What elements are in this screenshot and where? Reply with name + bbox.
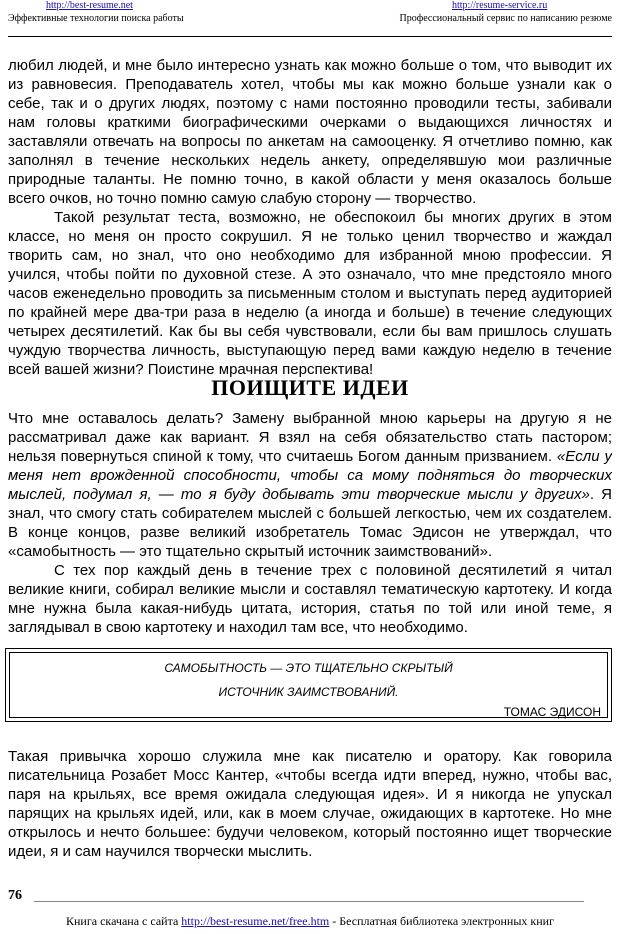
header-divider: [8, 36, 612, 37]
footer-divider: [34, 901, 584, 902]
text-line: заполнял в течение нескольких недель анкету, определявшую мои различные: [8, 152, 612, 169]
text-line: природные таланты. Не помню точно, в какой области у меня оказалось больше: [8, 171, 612, 188]
text-line: паря на крыльях, все время ожидала следующая идея». И я никогда не упускал: [8, 786, 612, 803]
text-line: четырех десятилетий. Как бы вы себя чувствовали, если бы вам пришлось слушать: [8, 323, 612, 340]
italic-quote: «Если у: [556, 448, 612, 465]
paragraph-4: [8, 561, 612, 637]
text-line: [8, 485, 612, 504]
paragraph-1: [8, 56, 612, 208]
header-right-text: Профессиональный сервис по написанию резюме: [399, 13, 612, 24]
text-line: [8, 466, 612, 485]
text-line: по крайней мере два-три раза в неделю (а иногда и больше) в течение следующих: [8, 304, 612, 321]
text-line: рассматривал даже как вариант. Я взял на себя обязательство стать пастором;: [8, 429, 612, 446]
section-heading: ПОИЩИТЕ ИДЕИ: [211, 375, 409, 400]
italic-quote: меня нет врожденной способности, чтобы са мому подняться до творческих: [8, 467, 612, 484]
text-line: творить сам, но знал, что оно необходимо для избранной мною профессии. Я: [8, 247, 612, 264]
header-left-link[interactable]: http://best-resume.net: [46, 0, 133, 11]
text-line: парящих на крыльях идей, или, как в моем случае, ожидающих в картотеке. Но мне: [8, 805, 612, 822]
text-line: С тех пор каждый день в течение трех с половиной десятилетий я читал: [54, 562, 612, 579]
text-line: мне нужна была какая-нибудь цитата, история, статья по той или иной теме, я: [8, 600, 612, 617]
footer: [0, 914, 620, 929]
text-span: . Я: [589, 486, 612, 503]
text-line: учился, чтобы пойти по духовной стезе. А это означало, что мне предстояло много: [8, 266, 612, 283]
text-line: заглядывал в свою картотеку и находил там все, что необходимо.: [8, 619, 468, 636]
text-line: писательница Розабет Мосс Кантер, «чтобы всегда идти вперед, нужно, чтобы вас,: [8, 767, 612, 784]
text-line: Такая привычка хорошо служила мне как писателю и оратору. Как говорила: [8, 748, 612, 765]
header-right-link[interactable]: http://resume-service.ru: [452, 0, 548, 11]
quote-line-1: САМОБЫТНОСТЬ — ЭТО ТЩАТЕЛЬНО СКРЫТЫЙ: [164, 661, 453, 675]
header-left-text: Эффективные технологии поиска работы: [8, 13, 184, 24]
text-line: любил людей, и мне было интересно узнать как можно больше о том, что выводит их: [8, 57, 612, 74]
text-line: себе, так и о других людях, поэтому с нами постоянно проводили тесты, забивали: [8, 95, 612, 112]
text-line: великие книги, собирал великие мысли и составлял тематическую картотеку. И когда: [8, 581, 612, 598]
text-line: знал, что смогу стать собирателем мыслей с большей легкостью, чем их создателем.: [8, 505, 612, 522]
footer-prefix: Книга скачана с сайта: [66, 914, 182, 928]
paragraph-5: [8, 747, 612, 861]
quote-line-2: ИСТОЧНИК ЗАИМСТВОВАНИЙ.: [218, 685, 399, 699]
text-line: идеи, я и сам научился творчески мыслить.: [8, 843, 313, 860]
text-line: В конце концов, разве великий изобретатель Томас Эдисон не утверждал, что: [8, 524, 612, 541]
quote-box-inner-border: [9, 652, 608, 718]
text-line: классе, но меня он просто сокрушил. Я не только ценил творчество и жаждал: [8, 228, 612, 245]
text-line: Такой результат теста, возможно, не обеспокоил бы многих других в этом: [54, 209, 612, 226]
text-line: Что мне оставалось делать? Замену выбранной мною карьеры на другую я не: [8, 410, 612, 427]
quote-author: ТОМАС ЭДИСОН: [503, 705, 601, 719]
text-line: заставляли отвечать на вопросы по анкетам на самооценку. Я отчетливо помню, как: [8, 133, 612, 150]
text-line: из равновесия. Преподаватель хотел, чтобы мы как можно больше узнали как о: [8, 76, 612, 93]
footer-suffix: - Бесплатная библиотека электронных книг: [329, 914, 554, 928]
footer-link[interactable]: http://best-resume.net/free.htm: [181, 914, 330, 928]
italic-quote: мыслей, подумал я, — то я буду добывать эти творческие мысли у других»: [8, 486, 590, 503]
quote-box: [5, 648, 612, 722]
page-number: 76: [8, 888, 22, 903]
text-line: всей вашей жизни? Поистине мрачная перспектива!: [8, 361, 374, 378]
text-line: всего очков, но точно помню самую слабую сторону — творчество.: [8, 190, 477, 207]
text-span: нельзя повернуться спиной к тому, что считаешь Богом данным призванием.: [8, 448, 557, 465]
paragraph-3: [8, 409, 612, 561]
text-line: чуждую творчества личность, выступающую перед вами каждую неделю в течение: [8, 342, 612, 359]
text-line: [8, 447, 612, 466]
paragraph-2: [8, 208, 612, 379]
text-line: «самобытность — это тщательно скрытый источник заимствований».: [8, 543, 493, 560]
text-line: нам головы краткими биографическими очерками о выдающихся личностях и: [8, 114, 612, 131]
text-line: открылось и нечто большее: будучи человеком, который постоянно ищет творческие: [8, 824, 612, 841]
text-line: часов еженедельно проводить за письменным столом и выступать перед аудиторией: [8, 285, 612, 302]
